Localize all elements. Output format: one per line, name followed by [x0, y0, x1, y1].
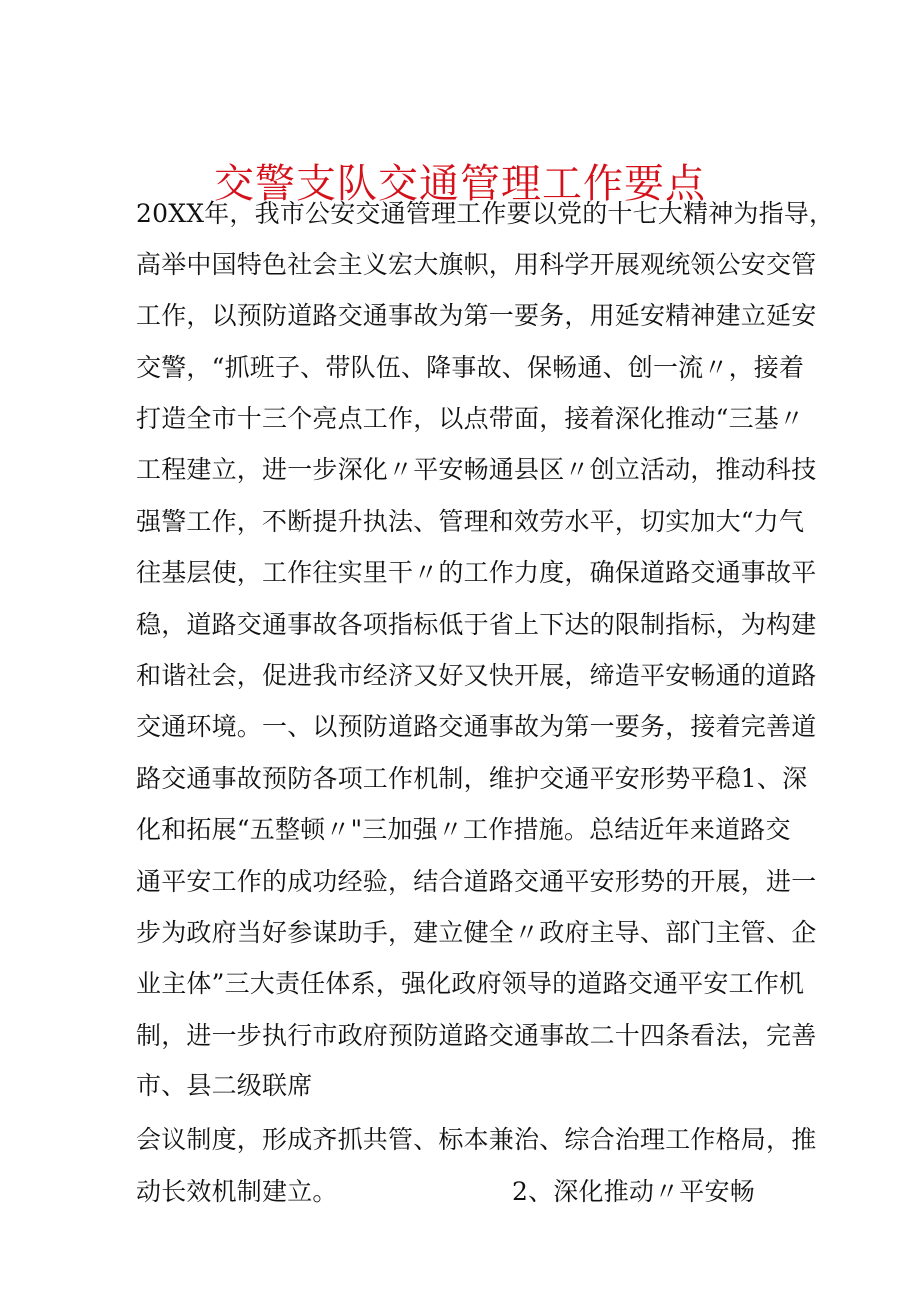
body-line-10: 和谐社会，促进我市经济又好又快开展，缔造平安畅通的道路: [136, 661, 817, 690]
body-line-18: 市、县二级联席: [136, 1071, 313, 1100]
body-line-14: 通平安工作的成功经验，结合道路交通平安形势的开展，进一: [136, 867, 817, 896]
body-line-1: 20XX年，我市公安交通管理工作要以党的十七大精神为指导，: [136, 199, 835, 228]
body-line-20: 动长效机制建立。: [136, 1177, 338, 1206]
body-line-5: 打造全市十三个亮点工作，以点带面，接着深化推动“三基〃: [136, 404, 805, 433]
body-line-9: 稳，道路交通事故各项指标低于省上下达的限制指标，为构建: [136, 610, 817, 639]
body-line-12: 路交通事故预防各项工作机制，维护交通平安形势平稳1、深: [136, 764, 808, 793]
body-line-15: 步为政府当好参谋助手，建立健全〃政府主导、部门主管、企: [136, 918, 817, 947]
body-line-4: 交警，“抓班子、带队伍、降事故、保畅通、创一流〃，接着: [136, 353, 805, 382]
body-line-11: 交通环境。一、以预防道路交通事故为第一要务，接着完善道: [136, 712, 817, 741]
body-line-16: 业主体”三大责任体系，强化政府领导的道路交通平安工作机: [136, 969, 805, 998]
body-line-2: 高举中国特色社会主义宏大旗帜，用科学开展观统领公安交管: [136, 250, 817, 279]
body-line-3: 工作，以预防道路交通事故为第一要务，用延安精神建立延安: [136, 301, 817, 330]
body-line-17: 制，进一步执行市政府预防道路交通事故二十四条看法，完善: [136, 1021, 817, 1050]
body-line-13: 化和拓展“五整顿〃"三加强〃工作措施。总结近年来道路交: [136, 815, 791, 844]
document-title: 交警支队交通管理工作要点: [214, 161, 706, 207]
body-line-7: 强警工作，不断提升执法、管理和效劳水平，切实加大“力气: [136, 507, 805, 536]
body-line-6: 工程建立，进一步深化〃平安畅通县区〃创立活动，推动科技: [136, 455, 817, 484]
body-line-21: 2、深化推动〃平安畅: [512, 1177, 755, 1206]
body-line-8: 往基层使，工作往实里干〃的工作力度，确保道路交通事故平: [136, 558, 817, 587]
body-line-19: 会议制度，形成齐抓共管、标本兼治、综合治理工作格局，推: [136, 1125, 817, 1154]
